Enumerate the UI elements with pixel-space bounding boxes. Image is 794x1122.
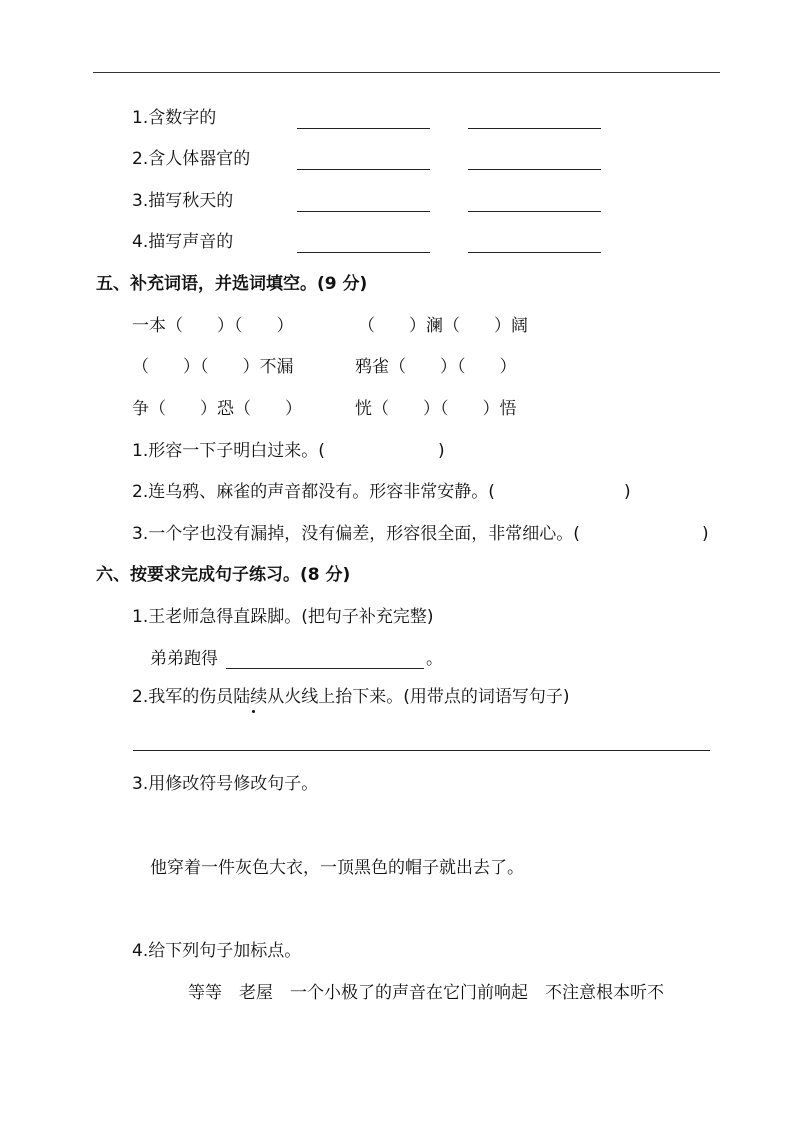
answer-blank[interactable] — [297, 128, 430, 129]
sentence-to-punctuate: 等等 老屋 一个小极了的声音在它门前响起 不注意根本听不 — [188, 983, 664, 1003]
idiom-fill[interactable]: （ ）（ ）不漏 — [132, 357, 294, 377]
word-category-label: 4.描写声音的 — [132, 232, 234, 252]
question-text: 3.一个字也没有漏掉，没有偏差，形容很全面，非常细心。( — [132, 524, 580, 544]
question-text: 2.我军的伤员陆续从火线上抬下来。(用带点的词语写句子) — [132, 687, 570, 707]
answer-blank[interactable] — [468, 169, 601, 170]
answer-paren-close: ) — [438, 441, 445, 461]
answer-blank[interactable] — [468, 211, 601, 212]
word-category-label: 1.含数字的 — [132, 108, 217, 128]
word-category-label: 3.描写秋天的 — [132, 191, 234, 211]
answer-blank[interactable] — [297, 211, 430, 212]
question-text: 3.用修改符号修改句子。 — [132, 774, 319, 794]
sentence-suffix: 。 — [426, 649, 443, 669]
section-heading: 六、按要求完成句子练习。(8 分) — [96, 565, 351, 585]
answer-blank[interactable] — [468, 128, 601, 129]
answer-line[interactable] — [133, 750, 710, 751]
question-text: 1.形容一下子明白过来。( — [132, 441, 325, 461]
question-text: 2.连乌鸦、麻雀的声音都没有。形容非常安静。( — [132, 482, 495, 502]
sentence-to-correct: 他穿着一件灰色大衣，一顶黑色的帽子就出去了。 — [150, 858, 524, 878]
idiom-fill[interactable]: 恍（ ）（ ）悟 — [355, 399, 517, 419]
section-heading: 五、补充词语，并选词填空。(9 分) — [96, 274, 368, 294]
header-rule — [93, 72, 720, 73]
answer-blank[interactable] — [226, 668, 424, 669]
idiom-fill[interactable]: 一本（ ）（ ） — [132, 316, 294, 336]
idiom-fill[interactable]: （ ）澜（ ）阔 — [358, 316, 528, 336]
question-text: 1.王老师急得直跺脚。(把句子补充完整) — [132, 607, 434, 627]
idiom-fill[interactable]: 鸦雀（ ）（ ） — [355, 357, 517, 377]
answer-blank[interactable] — [297, 169, 430, 170]
answer-blank[interactable] — [468, 252, 601, 253]
emphasis-dot — [252, 710, 255, 713]
answer-paren-close: ) — [702, 524, 709, 544]
idiom-fill[interactable]: 争（ ）恐（ ） — [132, 399, 302, 419]
answer-paren-close: ) — [624, 482, 631, 502]
sentence-prefix: 弟弟跑得 — [150, 649, 218, 669]
word-category-label: 2.含人体器官的 — [132, 149, 251, 169]
answer-blank[interactable] — [297, 252, 430, 253]
question-text: 4.给下列句子加标点。 — [132, 941, 302, 961]
